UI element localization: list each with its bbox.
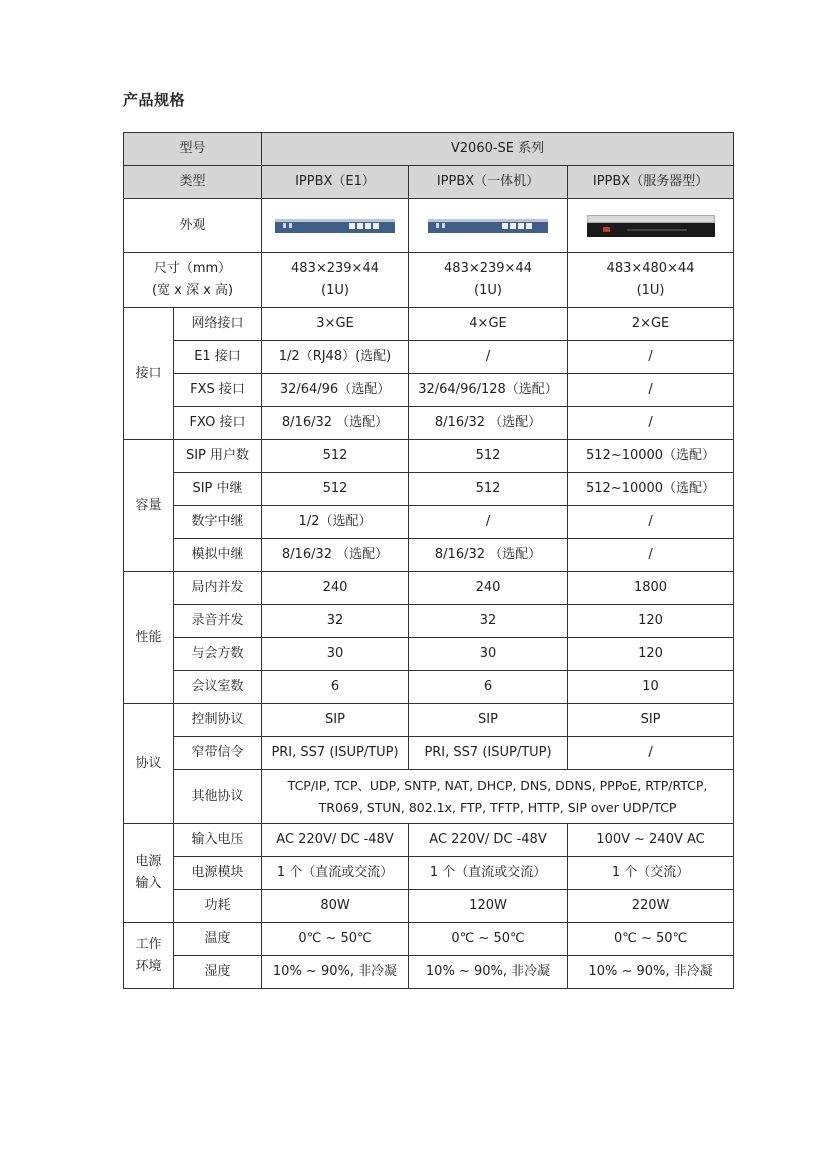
cell-value: / bbox=[568, 737, 734, 770]
cell-value: 240 bbox=[262, 572, 409, 605]
cell-value: 4×GE bbox=[409, 308, 568, 341]
cell-value: 1 个（直流或交流） bbox=[262, 857, 409, 890]
cell-value: 30 bbox=[409, 638, 568, 671]
type-label: 类型 bbox=[124, 166, 262, 199]
row-label: 会议室数 bbox=[174, 671, 262, 704]
spec-table bbox=[123, 132, 734, 989]
table-row bbox=[124, 133, 734, 166]
row-label: 模拟中继 bbox=[174, 539, 262, 572]
cell-value: 30 bbox=[262, 638, 409, 671]
cell-value: SIP bbox=[262, 704, 409, 737]
appearance-cell bbox=[409, 199, 568, 253]
cell-value: SIP bbox=[409, 704, 568, 737]
group-label: 接口 bbox=[124, 308, 174, 440]
row-label: 温度 bbox=[174, 923, 262, 956]
cell-value: / bbox=[568, 539, 734, 572]
cell-value: AC 220V/ DC -48V bbox=[262, 824, 409, 857]
table-row bbox=[124, 923, 734, 956]
group-label: 性能 bbox=[124, 572, 174, 704]
cell-value: PRI, SS7 (ISUP/TUP) bbox=[409, 737, 568, 770]
cell-value: 512 bbox=[262, 473, 409, 506]
type-value: IPPBX（一体机） bbox=[409, 166, 568, 199]
cell-value: 10% ~ 90%, 非冷凝 bbox=[568, 956, 734, 989]
row-label: 其他协议 bbox=[174, 770, 262, 824]
size-value: 483×480×44 (1U) bbox=[568, 253, 734, 308]
table-row bbox=[124, 824, 734, 857]
row-label: 湿度 bbox=[174, 956, 262, 989]
table-row bbox=[124, 440, 734, 473]
cell-value: 1 个（交流） bbox=[568, 857, 734, 890]
row-label: 与会方数 bbox=[174, 638, 262, 671]
row-label: SIP 中继 bbox=[174, 473, 262, 506]
cell-value: / bbox=[568, 407, 734, 440]
row-label: 局内并发 bbox=[174, 572, 262, 605]
table-row bbox=[124, 857, 734, 890]
group-label: 工作 环境 bbox=[124, 923, 174, 989]
table-row bbox=[124, 341, 734, 374]
cell-value: 1800 bbox=[568, 572, 734, 605]
cell-value: 512 bbox=[409, 473, 568, 506]
cell-value: 1/2（选配） bbox=[262, 506, 409, 539]
cell-value: 6 bbox=[262, 671, 409, 704]
cell-value: 120 bbox=[568, 638, 734, 671]
cell-value: 10 bbox=[568, 671, 734, 704]
model-value: V2060-SE 系列 bbox=[262, 133, 734, 166]
cell-value: 8/16/32 （选配） bbox=[409, 407, 568, 440]
type-value: IPPBX（服务器型） bbox=[568, 166, 734, 199]
cell-value: 512 bbox=[409, 440, 568, 473]
cell-value: 100V ~ 240V AC bbox=[568, 824, 734, 857]
cell-value: 512~10000（选配） bbox=[568, 440, 734, 473]
row-label: 电源模块 bbox=[174, 857, 262, 890]
cell-value: / bbox=[409, 506, 568, 539]
table-row bbox=[124, 308, 734, 341]
cell-value: 3×GE bbox=[262, 308, 409, 341]
cell-value: 10% ~ 90%, 非冷凝 bbox=[409, 956, 568, 989]
size-value: 483×239×44 (1U) bbox=[409, 253, 568, 308]
cell-value: 8/16/32 （选配） bbox=[409, 539, 568, 572]
table-row bbox=[124, 605, 734, 638]
row-label: 网络接口 bbox=[174, 308, 262, 341]
cell-value: 0℃ ~ 50℃ bbox=[262, 923, 409, 956]
cell-value: SIP bbox=[568, 704, 734, 737]
row-label: FXS 接口 bbox=[174, 374, 262, 407]
row-label: E1 接口 bbox=[174, 341, 262, 374]
appearance-label: 外观 bbox=[124, 199, 262, 253]
row-label: 窄带信令 bbox=[174, 737, 262, 770]
table-row bbox=[124, 506, 734, 539]
table-row bbox=[124, 704, 734, 737]
table-row bbox=[124, 671, 734, 704]
cell-value: 512 bbox=[262, 440, 409, 473]
size-label: 尺寸（mm） (宽 x 深 x 高) bbox=[124, 253, 262, 308]
rack-device-blue-icon bbox=[428, 215, 548, 237]
cell-value: 8/16/32 （选配） bbox=[262, 407, 409, 440]
cell-value: 8/16/32 （选配） bbox=[262, 539, 409, 572]
table-row bbox=[124, 166, 734, 199]
page-title: 产品规格 bbox=[123, 91, 186, 109]
cell-value: / bbox=[568, 374, 734, 407]
cell-value: 512~10000（选配） bbox=[568, 473, 734, 506]
cell-value: / bbox=[568, 506, 734, 539]
cell-value: 240 bbox=[409, 572, 568, 605]
cell-value: 0℃ ~ 50℃ bbox=[568, 923, 734, 956]
table-row bbox=[124, 956, 734, 989]
rack-device-blue-icon bbox=[275, 215, 395, 237]
size-value: 483×239×44 (1U) bbox=[262, 253, 409, 308]
cell-value: 10% ~ 90%, 非冷凝 bbox=[262, 956, 409, 989]
cell-value: 80W bbox=[262, 890, 409, 923]
table-row bbox=[124, 890, 734, 923]
row-label: 功耗 bbox=[174, 890, 262, 923]
appearance-cell bbox=[262, 199, 409, 253]
cell-value: 1 个（直流或交流） bbox=[409, 857, 568, 890]
other-protocols-value: TCP/IP, TCP、UDP, SNTP, NAT, DHCP, DNS, DDNS, PPPoE, RTP/RTCP, TR069, STUN, 802.1x, FTP, TFTP, HTTP, SIP over UDP/TCP bbox=[262, 770, 734, 824]
row-label: 控制协议 bbox=[174, 704, 262, 737]
row-label: 输入电压 bbox=[174, 824, 262, 857]
table-row bbox=[124, 199, 734, 253]
cell-value: 220W bbox=[568, 890, 734, 923]
table-row bbox=[124, 737, 734, 770]
cell-value: 1/2（RJ48）(选配) bbox=[262, 341, 409, 374]
cell-value: AC 220V/ DC -48V bbox=[409, 824, 568, 857]
group-label: 电源 输入 bbox=[124, 824, 174, 923]
row-label: SIP 用户数 bbox=[174, 440, 262, 473]
cell-value: 0℃ ~ 50℃ bbox=[409, 923, 568, 956]
table-row bbox=[124, 572, 734, 605]
table-row bbox=[124, 407, 734, 440]
cell-value: 120W bbox=[409, 890, 568, 923]
table-row bbox=[124, 770, 734, 824]
table-row bbox=[124, 638, 734, 671]
type-value: IPPBX（E1） bbox=[262, 166, 409, 199]
row-label: FXO 接口 bbox=[174, 407, 262, 440]
model-label: 型号 bbox=[124, 133, 262, 166]
row-label: 数字中继 bbox=[174, 506, 262, 539]
table-row bbox=[124, 539, 734, 572]
cell-value: 6 bbox=[409, 671, 568, 704]
table-row bbox=[124, 253, 734, 308]
cell-value: 32/64/96（选配） bbox=[262, 374, 409, 407]
appearance-cell bbox=[568, 199, 734, 253]
cell-value: 2×GE bbox=[568, 308, 734, 341]
cell-value: / bbox=[409, 341, 568, 374]
table-row bbox=[124, 374, 734, 407]
cell-value: 120 bbox=[568, 605, 734, 638]
cell-value: 32 bbox=[409, 605, 568, 638]
rack-server-black-icon bbox=[587, 215, 715, 237]
table-row bbox=[124, 473, 734, 506]
cell-value: / bbox=[568, 341, 734, 374]
row-label: 录音并发 bbox=[174, 605, 262, 638]
cell-value: 32 bbox=[262, 605, 409, 638]
group-label: 容量 bbox=[124, 440, 174, 572]
cell-value: 32/64/96/128（选配） bbox=[409, 374, 568, 407]
cell-value: PRI, SS7 (ISUP/TUP) bbox=[262, 737, 409, 770]
group-label: 协议 bbox=[124, 704, 174, 824]
